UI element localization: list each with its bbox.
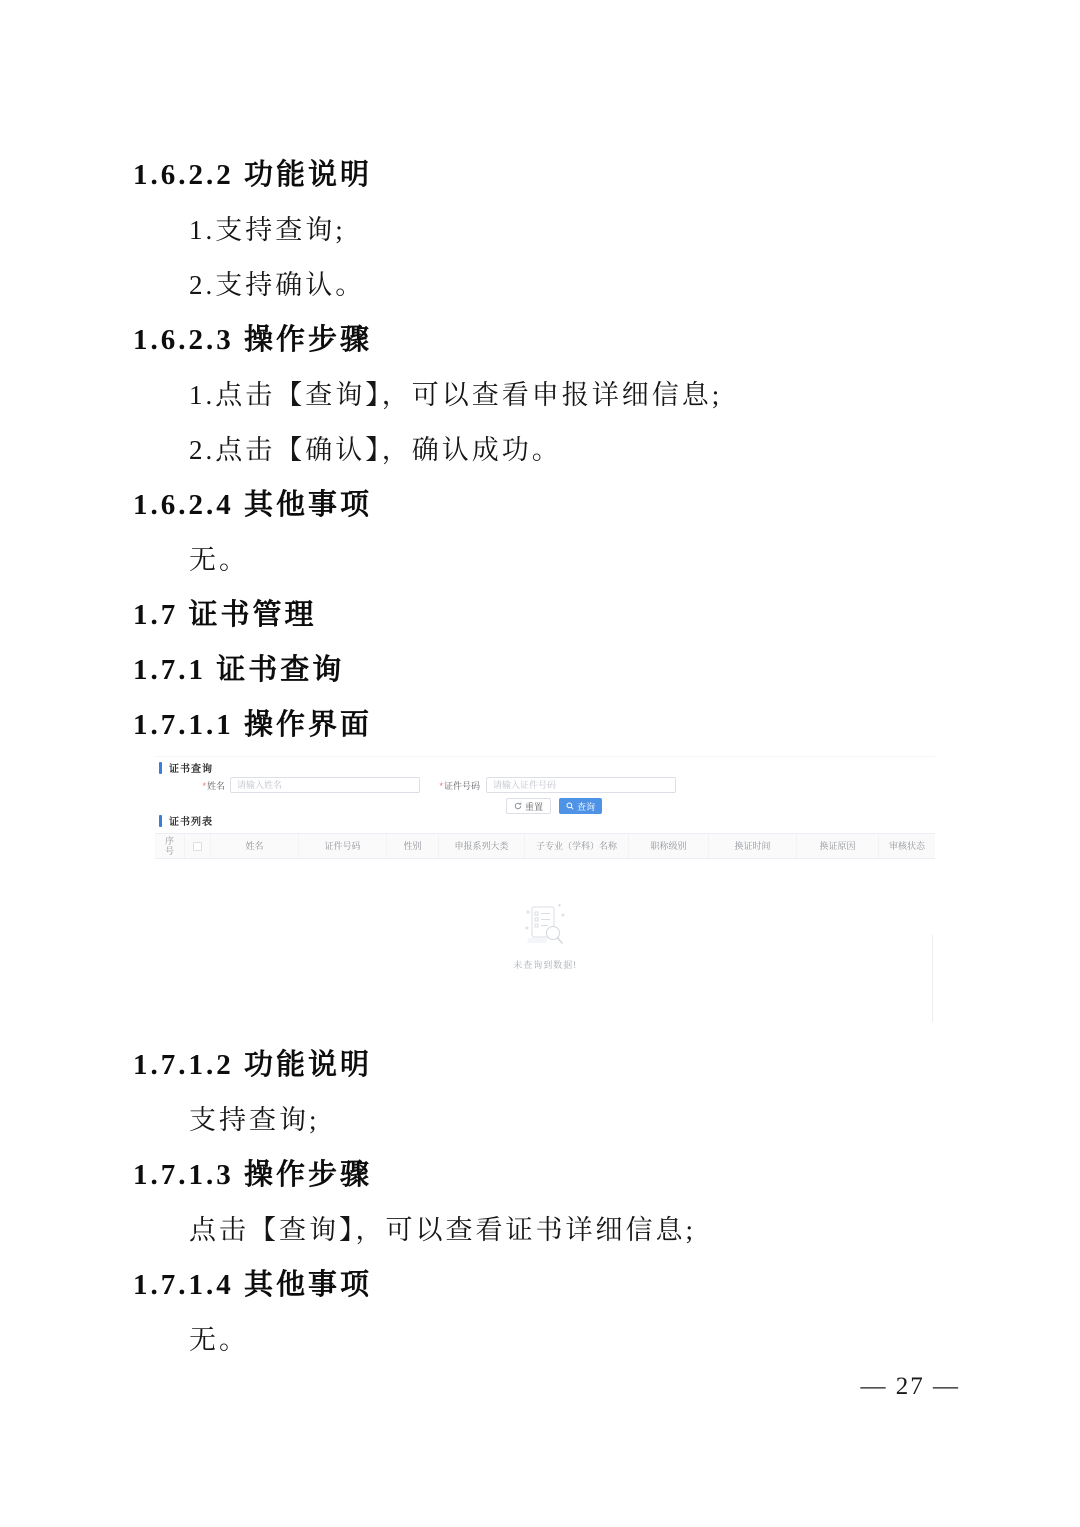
section-heading-171: 1.7.1 证书查询: [133, 654, 345, 686]
body-paragraph: 点击【查询】，可以查看证书详细信息;: [189, 1215, 697, 1245]
section-heading-1714: 1.7.1.4 其他事项: [133, 1269, 373, 1301]
column-header-audit-status: 审核状态: [888, 840, 925, 851]
query-panel-header: [159, 760, 213, 775]
query-panel-title: 证书查询: [169, 764, 213, 775]
column-header-series: 申报系列大类: [439, 834, 525, 858]
section-heading-1623: 1.6.2.3 操作步骤: [133, 324, 373, 356]
id-number-field-label: *证件号码: [439, 781, 480, 791]
search-icon: [566, 802, 574, 810]
list-panel-title: 证书列表: [169, 817, 213, 828]
name-field-label: *姓名: [202, 781, 225, 791]
list-panel-header: [159, 813, 213, 828]
column-header-renew-reason: 换证原因: [797, 834, 879, 858]
section-heading-1712: 1.7.1.2 功能说明: [133, 1049, 373, 1081]
body-paragraph: 2.支持确认。: [189, 270, 366, 300]
column-header-gender: 性别: [387, 834, 439, 858]
required-asterisk: *: [202, 781, 206, 791]
column-header-renew-time: 换证时间: [709, 834, 797, 858]
certificate-table-body: [155, 859, 935, 1022]
certificate-table-header: [155, 833, 935, 859]
column-header-checkbox: [185, 834, 211, 858]
table-scrollbar-track[interactable]: [932, 935, 933, 1022]
page-number: — 27 —: [860, 1373, 960, 1400]
column-header-index: 序号: [155, 834, 185, 858]
body-paragraph: 1.点击【查询】，可以查看申报详细信息;: [189, 380, 723, 410]
search-button[interactable]: 查询: [559, 798, 602, 814]
id-number-input[interactable]: [486, 777, 676, 793]
empty-state: [155, 903, 935, 971]
section-heading-1622: 1.6.2.2 功能说明: [133, 159, 373, 191]
body-paragraph: 支持查询;: [189, 1105, 320, 1135]
section-heading-1713: 1.7.1.3 操作步骤: [133, 1159, 373, 1191]
section-accent-bar: [159, 815, 162, 827]
select-all-checkbox[interactable]: [193, 842, 202, 851]
section-heading-17: 1.7 证书管理: [133, 599, 317, 631]
refresh-icon: [514, 802, 522, 810]
empty-state-text: 未查询到数据!: [513, 960, 577, 970]
reset-button[interactable]: 重置: [506, 798, 551, 814]
section-heading-1624: 1.6.2.4 其他事项: [133, 489, 373, 521]
embedded-screenshot-certificate-query: [155, 756, 935, 1021]
empty-data-illustration: [518, 903, 572, 949]
section-heading-1711: 1.7.1.1 操作界面: [133, 709, 373, 741]
column-header-subspecialty: 子专业（学科）名称: [525, 834, 629, 858]
column-header-title-level: 职称级别: [629, 834, 709, 858]
query-actions: [506, 798, 602, 814]
column-header-id-number: 证件号码: [299, 834, 387, 858]
body-paragraph: 2.点击【确认】，确认成功。: [189, 435, 562, 465]
required-asterisk: *: [439, 781, 443, 791]
section-accent-bar: [159, 762, 162, 774]
column-header-name: 姓名: [211, 834, 299, 858]
name-input[interactable]: [230, 777, 420, 793]
body-paragraph: 无。: [189, 545, 249, 575]
body-paragraph: 1.支持查询;: [189, 215, 346, 245]
body-paragraph: 无。: [189, 1325, 249, 1355]
